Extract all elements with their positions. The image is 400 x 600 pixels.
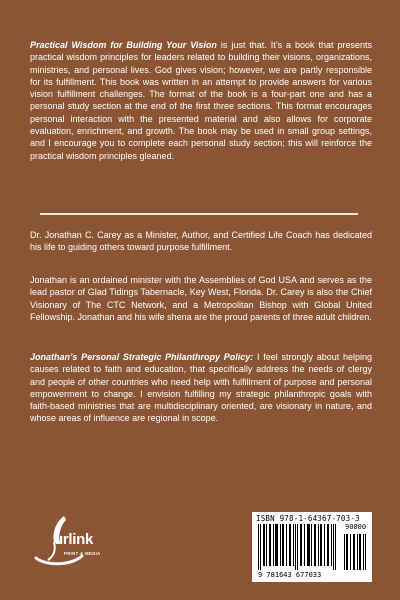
policy-heading: Jonathan’s Personal Strategic Philanthropy Policy: [30, 352, 254, 362]
barcode-number: 9 781643 677033 [258, 571, 322, 579]
philanthropy-policy [30, 351, 372, 425]
publisher-tagline: PRINT & MEDIA [64, 551, 101, 556]
description-body: is just that. It’s a book that presents practical wisdom principles for leaders related to building their visions, organizations, ministries, and personal lives. God gives vision; however, we are partly responsible for its fulfillment. This book was written in an attempt to provide answers for various vision fulfillment challenges. The format of the book is a four-part one and has a personal study section at the end of the first three sections. This format encourages personal interaction with the presented material and also allows for corporate evaluation, enrichment, and growth. The book may be used in small group settings, and I encourage you to complete each personal study section; this will reinforce the practical wisdom principles gleaned. [30, 40, 372, 161]
author-bio-intro [30, 229, 372, 254]
book-title: Practical Wisdom for Building Your Vision [30, 40, 217, 50]
bio-details-text: Jonathan is an ordained minister with the Assemblies of God USA and serves as the lead pastor of Glad Tidings Tabernacle, Key West, Florida. Dr. Carey is also the Chief Visionary of The CTC Network, and a Metropolitan Bishop with Global United Fellowship. Jonathan and his wife shena are the proud parents of three adult children. [30, 275, 372, 322]
book-description [30, 39, 372, 162]
divider-rule [40, 213, 358, 215]
bio-intro-text: Dr. Jonathan C. Carey as a Minister, Author, and Certified Life Coach has dedicated his life to guiding others toward purpose fulfillment. [30, 230, 372, 253]
publisher-name: urlink [54, 531, 94, 548]
isbn-barcode [252, 512, 372, 582]
isbn-label: ISBN 978-1-64367-703-3 [256, 514, 360, 523]
policy-body: I feel strongly about helping causes related to faith and education, that specifically address the needs of clergy and people of other countries who need help with fulfillment of purpose and personal empowerment to change. I envision fulfilling my strategic philanthropic goals with faith-based ministries that are multidisciplinary oriented, are visionary in nature, and whose areas of influence are regional in scope. [30, 352, 373, 424]
barcode-addon: 90000 [345, 523, 367, 531]
author-bio-details [30, 274, 372, 323]
